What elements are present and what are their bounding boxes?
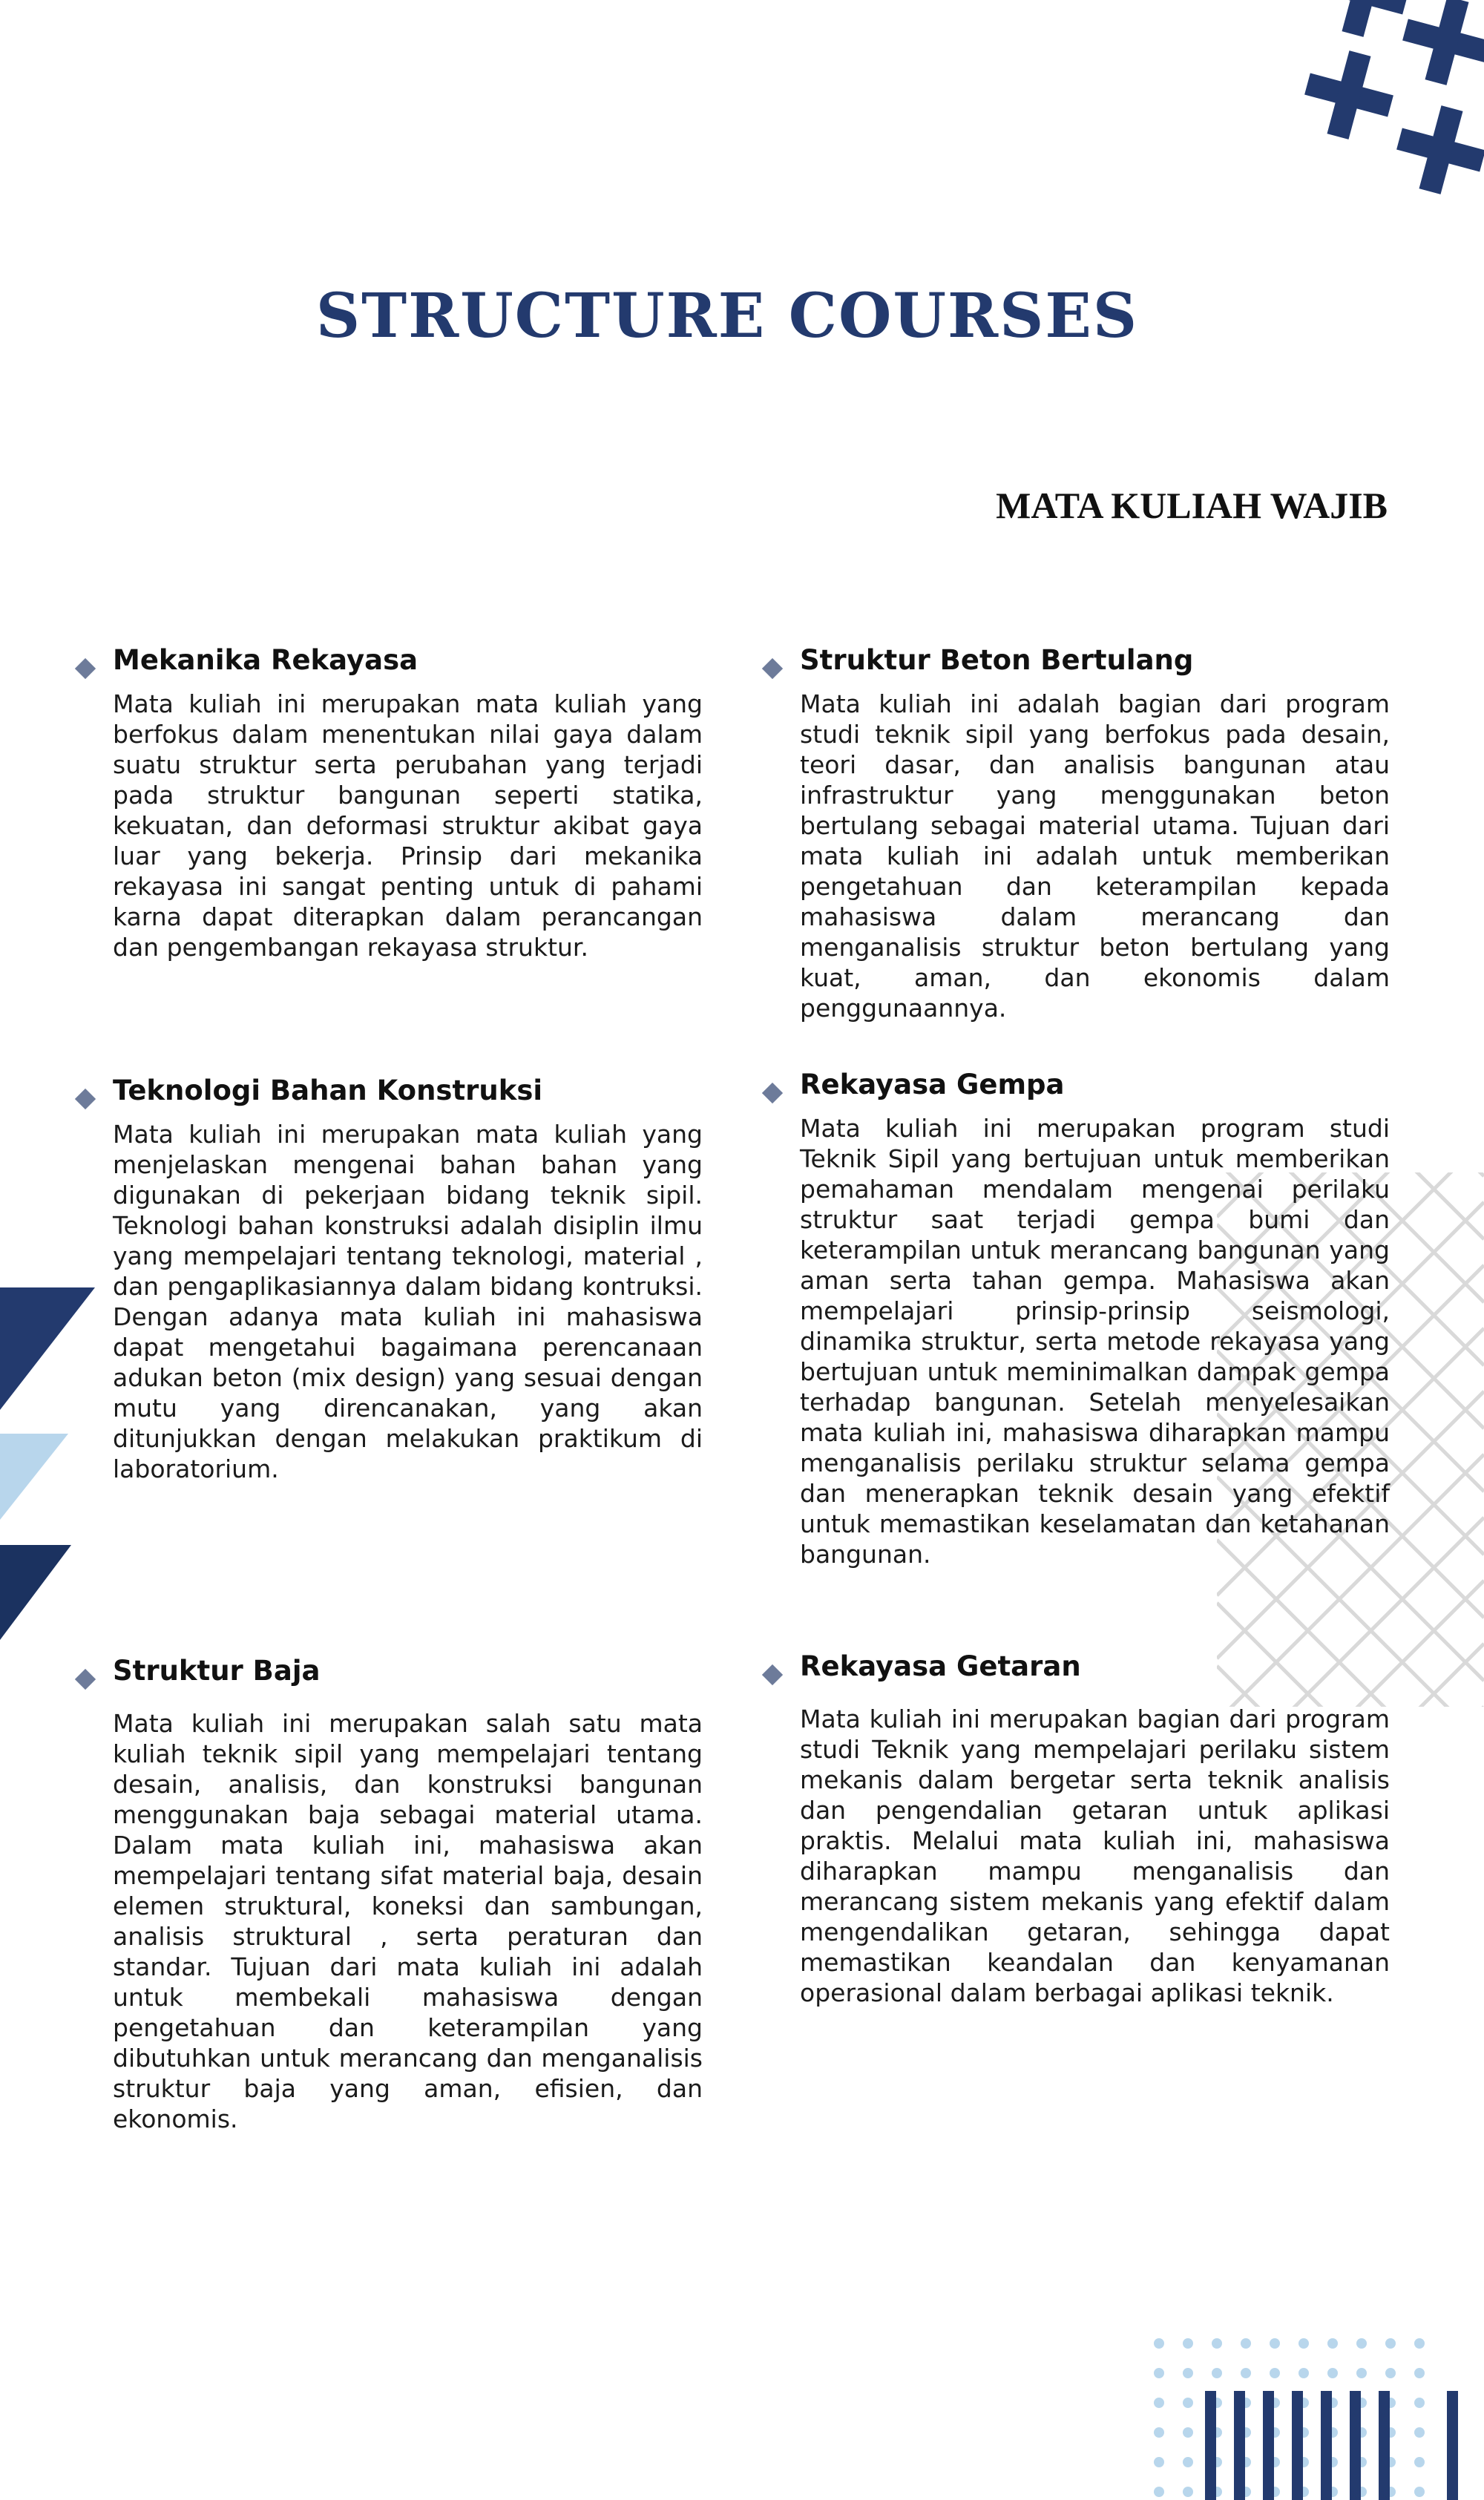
- page-title: STRUCTURE COURSES: [315, 280, 1139, 352]
- course-title: Mekanika Rekayasa: [113, 644, 418, 676]
- course-item: [800, 644, 1390, 1023]
- course-description: Mata kuliah ini merupakan program studi Teknik Sipil yang bertujuan untuk memberikan pemahaman mendalam mengenai perilaku struktur saat terjadi gempa bumi dan keterampilan untuk merancang bangunan yang aman serta tahan gempa. Mahasiswa akan mempelajari prinsip-prinsip seismologi, dinamika struktur, serta metode rekayasa yang bertujuan untuk meminimalkan dampak gempa terhadap bangunan. Setelah menyelesaikan mata kuliah ini, mahasiswa diharapkan mampu menganalisis perilaku struktur selama gempa dan menerapkan teknik desain yang efektif untuk memastikan keselamatan dan ketahanan bangunan.: [800, 1114, 1390, 1569]
- course-title: Struktur Beton Bertulang: [800, 644, 1194, 676]
- course-description: Mata kuliah ini merupakan mata kuliah yang berfokus dalam menentukan nilai gaya dalam suatu struktur serta perubahan yang terjadi pada struktur bangunan seperti statika, kekuatan, dan deformasi struktur akibat gaya luar yang bekerja. Prinsip dari mekanika rekayasa ini sangat penting untuk di pahami karna dapat diterapkan dalam perancangan dan pengembangan rekayasa struktur.: [113, 689, 703, 962]
- triangle-shapes-decoration: [0, 1287, 95, 1640]
- course-title: Struktur Baja: [113, 1655, 321, 1687]
- course-header: [113, 644, 703, 689]
- course-description: Mata kuliah ini merupakan bagian dari program studi Teknik yang mempelajari perilaku sistem mekanis dalam bergetar serta teknik analisis dan pengendalian getaran untuk aplikasi praktis. Melalui mata kuliah ini, mahasiswa diharapkan mampu menganalisis dan merancang sistem mekanis yang efektif dalam mengendalikan getaran, sehingga dapat memastikan keandalan dan kenyamanan operasional dalam berbagai aplikasi teknik.: [800, 1705, 1390, 2007]
- course-title: Teknologi Bahan Konstruksi: [113, 1075, 543, 1106]
- course-item: [800, 1650, 1390, 2008]
- section-subtitle: MATA KULIAH WAJIB: [996, 485, 1388, 526]
- course-title: Rekayasa Getaran: [800, 1650, 1081, 1682]
- course-item: [113, 644, 703, 962]
- course-header: [113, 1075, 703, 1119]
- course-item: [113, 1655, 703, 2134]
- course-title: Rekayasa Gempa: [800, 1069, 1065, 1100]
- course-header: [800, 1650, 1390, 1704]
- course-item: [113, 1075, 703, 1484]
- course-description: Mata kuliah ini adalah bagian dari program studi teknik sipil yang berfokus pada desain, teori dasar, dan analisis bangunan atau infrastruktur yang menggunakan beton bertulang sebagai material utama. Tujuan dari mata kuliah ini adalah untuk memberikan pengetahuan dan keterampilan kepada mahasiswa dalam merancang dan menganalisis struktur beton bertulang yang kuat, aman, dan ekonomis dalam penggunaannya.: [800, 689, 1390, 1023]
- course-header: [800, 644, 1390, 689]
- course-description: Mata kuliah ini merupakan salah satu mata kuliah teknik sipil yang mempelajari tentang desain, analisis, dan konstruksi bangunan menggunakan baja sebagai material utama. Dalam mata kuliah ini, mahasiswa akan mempelajari tentang sifat material baja, desain elemen struktural, koneksi dan sambungan, analisis struktural , serta peraturan dan standar. Tujuan dari mata kuliah ini adalah untuk membekali mahasiswa dengan pengetahuan dan keterampilan yang dibutuhkan untuk merancang dan menganalisis struktur baja yang aman, efisien, dan ekonomis.: [113, 1709, 703, 2133]
- cross-shapes-decoration: [1296, 0, 1484, 203]
- course-description: Mata kuliah ini merupakan mata kuliah yang menjelaskan mengenai bahan bahan yang digunakan di pekerjaan bidang teknik sipil. Teknologi bahan konstruksi adalah disiplin ilmu yang mempelajari tentang teknologi, material , dan pengaplikasiannya dalam bidang kontruksi. Dengan adanya mata kuliah ini mahasiswa dapat mengetahui bagaimana perencanaan adukan beton (mix design) yang sesuai dengan mutu yang direncanakan, yang akan ditunjukkan dengan melakukan praktikum di laboratorium.: [113, 1120, 703, 1483]
- course-item: [800, 1069, 1390, 1569]
- course-header: [800, 1069, 1390, 1113]
- course-header: [113, 1655, 703, 1708]
